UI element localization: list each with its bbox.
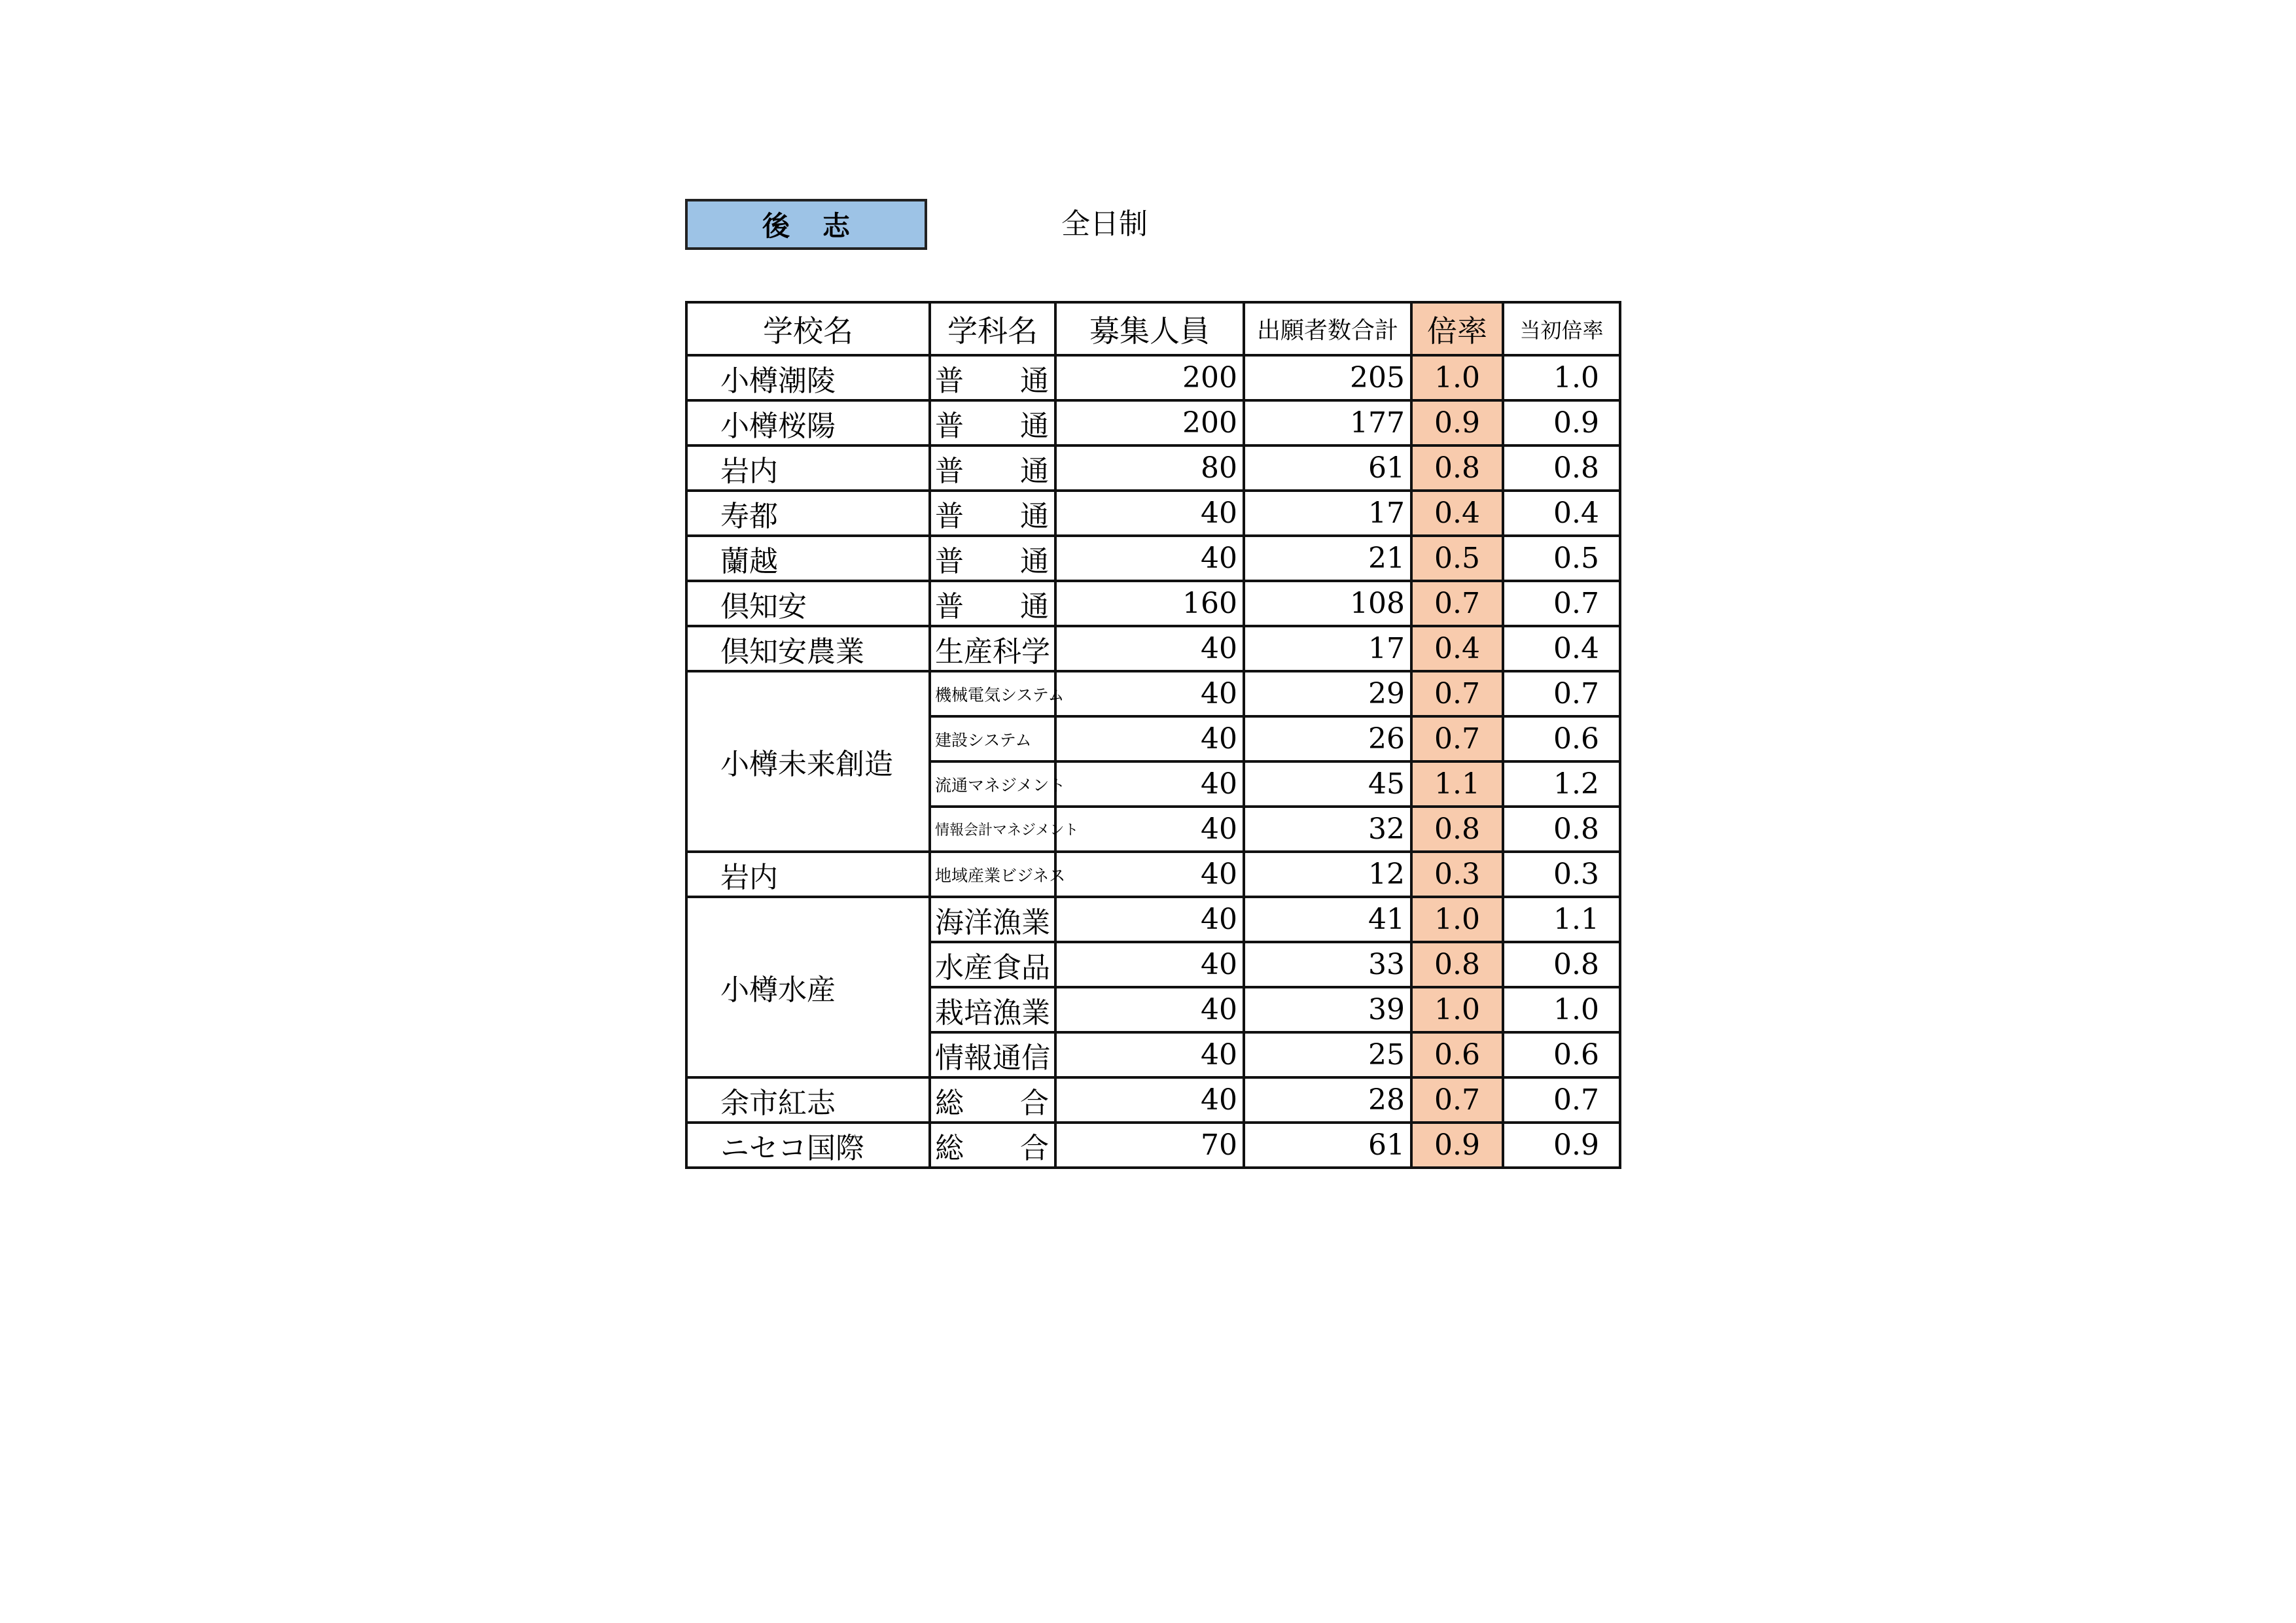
dept-name: 地域産業ビジネス (930, 852, 1055, 897)
dept-spread (935, 1125, 1050, 1166)
table-row (686, 1077, 1620, 1123)
applicants: 33 (1244, 942, 1411, 987)
initial-ratio: 0.8 (1503, 807, 1620, 852)
application-ratio-table (685, 301, 1621, 1169)
capacity: 40 (1055, 1032, 1244, 1077)
dept-char: 総 (935, 1086, 964, 1120)
dept-spread (935, 583, 1050, 625)
table-row (686, 491, 1620, 536)
dept-char: 普 (935, 454, 964, 488)
header-initial-ratio: 当初倍率 (1503, 302, 1620, 355)
dept-name: 流通マネジメント (930, 761, 1055, 807)
ratio: 1.0 (1411, 897, 1503, 942)
dept-char: 合 (1020, 1131, 1049, 1165)
applicants: 12 (1244, 852, 1411, 897)
dept-spread (935, 493, 1050, 534)
capacity: 40 (1055, 491, 1244, 536)
initial-ratio: 0.7 (1503, 581, 1620, 626)
dept-name: 機械電気システム (930, 671, 1055, 716)
school-name: 岩内 (686, 445, 930, 491)
capacity: 200 (1055, 400, 1244, 445)
initial-ratio: 0.9 (1503, 400, 1620, 445)
dept-name: 情報通信 (930, 1032, 1055, 1077)
dept-char: 普 (935, 364, 964, 398)
applicants: 61 (1244, 1123, 1411, 1168)
table-row (686, 626, 1620, 671)
capacity: 40 (1055, 807, 1244, 852)
applicants: 21 (1244, 536, 1411, 581)
dept-name (930, 400, 1055, 445)
capacity: 40 (1055, 671, 1244, 716)
table-row (686, 445, 1620, 491)
table-row (686, 536, 1620, 581)
capacity: 40 (1055, 626, 1244, 671)
school-name: 岩内 (686, 852, 930, 897)
initial-ratio: 0.6 (1503, 716, 1620, 761)
dept-name (930, 1077, 1055, 1123)
course-type-label: 全日制 (1061, 207, 1148, 241)
ratio: 0.8 (1411, 942, 1503, 987)
header-capacity: 募集人員 (1055, 302, 1244, 355)
table-row (686, 355, 1620, 400)
dept-char: 通 (1020, 454, 1049, 488)
initial-ratio: 1.1 (1503, 897, 1620, 942)
table-header-row (686, 302, 1620, 355)
school-name: 寿都 (686, 491, 930, 536)
initial-ratio: 0.4 (1503, 491, 1620, 536)
ratio: 0.7 (1411, 671, 1503, 716)
applicants: 17 (1244, 626, 1411, 671)
school-name: 余市紅志 (686, 1077, 930, 1123)
dept-char: 合 (1020, 1086, 1049, 1120)
dept-name (930, 536, 1055, 581)
table-row (686, 400, 1620, 445)
dept-char: 普 (935, 409, 964, 443)
region-label: 後志 (685, 199, 927, 250)
header-school: 学校名 (686, 302, 930, 355)
dept-spread (935, 447, 1050, 489)
ratio: 0.9 (1411, 1123, 1503, 1168)
dept-spread (935, 538, 1050, 580)
dept-name (930, 445, 1055, 491)
applicants: 39 (1244, 987, 1411, 1032)
dept-char: 普 (935, 589, 964, 623)
initial-ratio: 0.8 (1503, 942, 1620, 987)
dept-char: 通 (1020, 409, 1049, 443)
ratio: 0.8 (1411, 807, 1503, 852)
initial-ratio: 0.6 (1503, 1032, 1620, 1077)
applicants: 205 (1244, 355, 1411, 400)
table-body (686, 355, 1620, 1168)
dept-spread (935, 402, 1050, 444)
capacity: 40 (1055, 897, 1244, 942)
header-applicants: 出願者数合計 (1244, 302, 1411, 355)
dept-name (930, 581, 1055, 626)
initial-ratio: 0.9 (1503, 1123, 1620, 1168)
header-dept: 学科名 (930, 302, 1055, 355)
school-name: 小樽桜陽 (686, 400, 930, 445)
header-ratio: 倍率 (1411, 302, 1503, 355)
initial-ratio: 0.4 (1503, 626, 1620, 671)
dept-name: 海洋漁業 (930, 897, 1055, 942)
dept-name: 建設システム (930, 716, 1055, 761)
initial-ratio: 1.0 (1503, 987, 1620, 1032)
ratio: 0.6 (1411, 1032, 1503, 1077)
dept-name: 情報会計マネジメント (930, 807, 1055, 852)
applicants: 61 (1244, 445, 1411, 491)
ratio: 1.0 (1411, 987, 1503, 1032)
applicants: 32 (1244, 807, 1411, 852)
initial-ratio: 1.0 (1503, 355, 1620, 400)
ratio: 1.1 (1411, 761, 1503, 807)
dept-name (930, 355, 1055, 400)
dept-char: 総 (935, 1131, 964, 1165)
ratio: 0.5 (1411, 536, 1503, 581)
dept-char: 通 (1020, 589, 1049, 623)
school-name: 小樽未来創造 (686, 671, 930, 852)
initial-ratio: 0.8 (1503, 445, 1620, 491)
applicants: 28 (1244, 1077, 1411, 1123)
capacity: 40 (1055, 536, 1244, 581)
capacity: 80 (1055, 445, 1244, 491)
capacity: 200 (1055, 355, 1244, 400)
ratio: 0.3 (1411, 852, 1503, 897)
ratio: 0.8 (1411, 445, 1503, 491)
table-row (686, 1123, 1620, 1168)
applicants: 29 (1244, 671, 1411, 716)
table-row (686, 581, 1620, 626)
capacity: 40 (1055, 987, 1244, 1032)
ratio: 0.7 (1411, 581, 1503, 626)
applicants: 25 (1244, 1032, 1411, 1077)
capacity: 40 (1055, 1077, 1244, 1123)
dept-name: 水産食品 (930, 942, 1055, 987)
dept-name (930, 1123, 1055, 1168)
ratio: 0.4 (1411, 626, 1503, 671)
dept-char: 通 (1020, 364, 1049, 398)
applicants: 108 (1244, 581, 1411, 626)
dept-char: 普 (935, 544, 964, 578)
capacity: 70 (1055, 1123, 1244, 1168)
school-name: 小樽潮陵 (686, 355, 930, 400)
dept-char: 普 (935, 499, 964, 533)
applicants: 17 (1244, 491, 1411, 536)
dept-spread (935, 1079, 1050, 1121)
dept-char: 通 (1020, 499, 1049, 533)
applicants: 41 (1244, 897, 1411, 942)
school-name: 小樽水産 (686, 897, 930, 1077)
dept-name: 生産科学 (930, 626, 1055, 671)
ratio: 0.9 (1411, 400, 1503, 445)
school-name: 蘭越 (686, 536, 930, 581)
initial-ratio: 1.2 (1503, 761, 1620, 807)
applicants: 45 (1244, 761, 1411, 807)
initial-ratio: 0.5 (1503, 536, 1620, 581)
capacity: 40 (1055, 716, 1244, 761)
capacity: 160 (1055, 581, 1244, 626)
table-row (686, 897, 1620, 942)
capacity: 40 (1055, 942, 1244, 987)
dept-spread (935, 357, 1050, 399)
capacity: 40 (1055, 761, 1244, 807)
initial-ratio: 0.7 (1503, 671, 1620, 716)
school-name: 倶知安 (686, 581, 930, 626)
initial-ratio: 0.7 (1503, 1077, 1620, 1123)
dept-char: 通 (1020, 544, 1049, 578)
ratio: 0.7 (1411, 1077, 1503, 1123)
applicants: 177 (1244, 400, 1411, 445)
table-row (686, 852, 1620, 897)
school-name: ニセコ国際 (686, 1123, 930, 1168)
initial-ratio: 0.3 (1503, 852, 1620, 897)
ratio: 0.4 (1411, 491, 1503, 536)
capacity: 40 (1055, 852, 1244, 897)
dept-name: 栽培漁業 (930, 987, 1055, 1032)
ratio: 1.0 (1411, 355, 1503, 400)
applicants: 26 (1244, 716, 1411, 761)
table-row (686, 671, 1620, 716)
dept-name (930, 491, 1055, 536)
school-name: 倶知安農業 (686, 626, 930, 671)
ratio: 0.7 (1411, 716, 1503, 761)
